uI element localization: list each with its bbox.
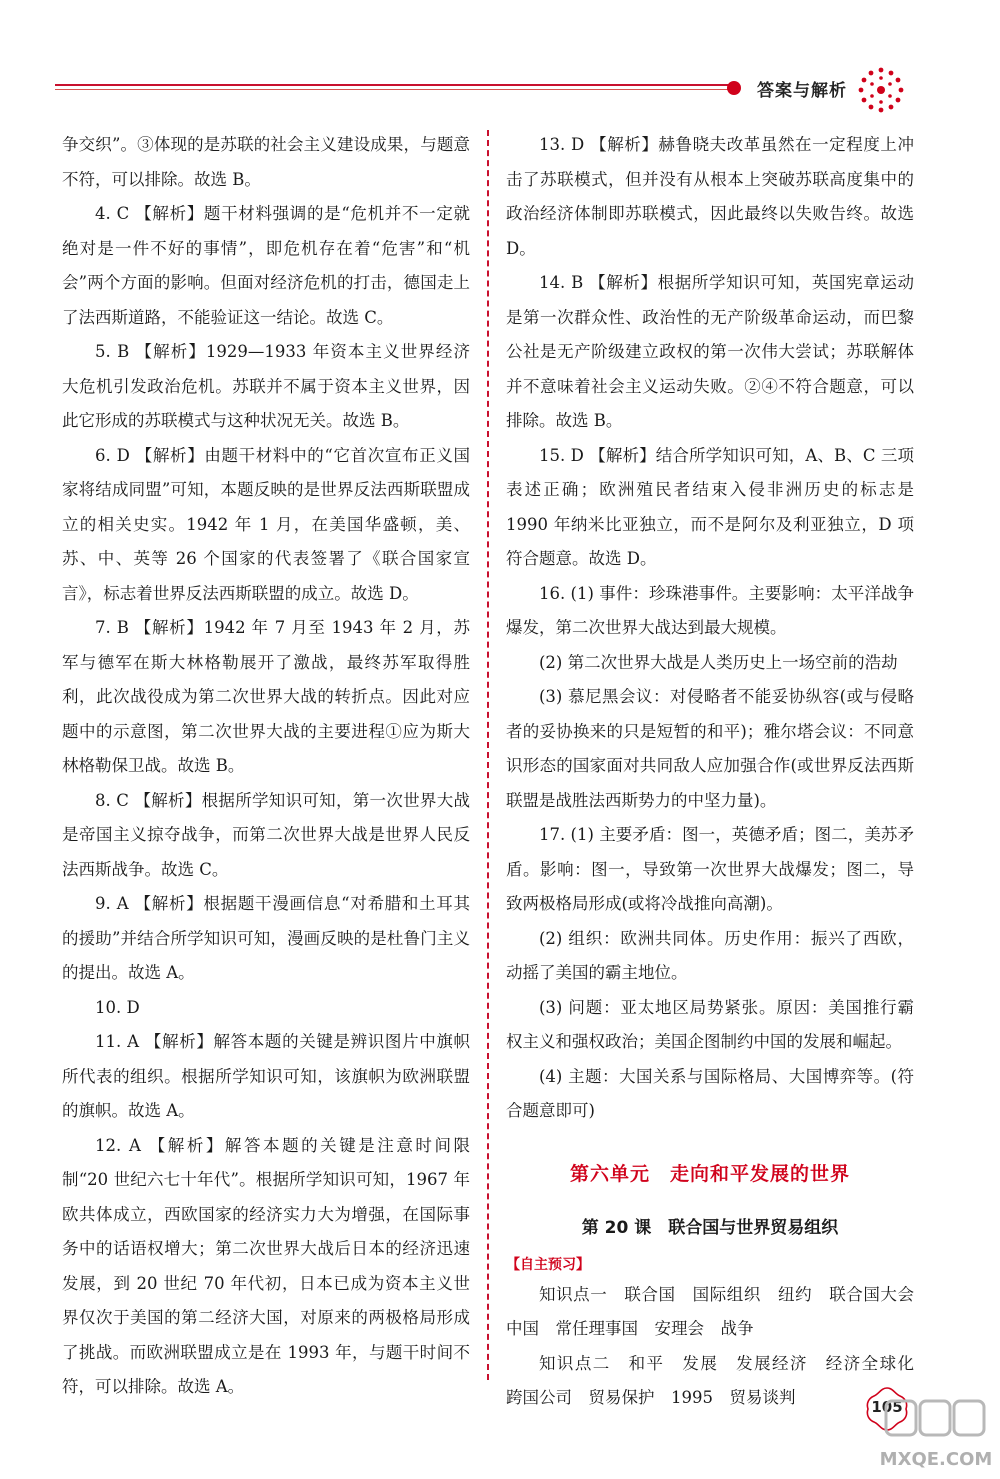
answer-16-3: (3) 慕尼黑会议：对侵略者不能妥协纵容(或与侵略者的妥协换来的只是短暂的和平)；雅尔塔会议：不同意识形态的国家面对共同敌人应加强合作(或世界反法西斯联盟是战胜法西斯势力的中坚力量)。 xyxy=(506,687,914,810)
answer-9: 9. A 【解析】根据题干漫画信息“对希腊和土耳其的援助”并结合所学知识可知，漫画反映的是杜鲁门主义的提出。故选 A。 xyxy=(62,894,470,982)
answer-13: 13. D 【解析】赫鲁晓夫改革虽然在一定程度上冲击了苏联模式，但并没有从根本上突破苏联高度集中的政治经济体制即苏联模式，因此最终以失败告终。故选 D。 xyxy=(506,135,914,258)
answer-5: 5. B 【解析】1929—1933 年资本主义世界经济大危机引发政治危机。苏联并不属于资本主义世界，因此它形成的苏联模式与这种状况无关。故选 B。 xyxy=(62,342,470,430)
unit-title: 第六单元 走向和平发展的世界 xyxy=(569,1162,850,1185)
header-decoration-icon xyxy=(855,64,907,116)
answer-16-2: (2) 第二次世界大战是人类历史上一场空前的浩劫 xyxy=(539,652,898,672)
watermark-text: MXQE.COM xyxy=(880,1449,992,1470)
answer-8: 8. C 【解析】根据所学知识可知，第一次世界大战是帝国主义掠夺战争，而第二次世界大战是世界人民反法西斯战争。故选 C。 xyxy=(62,790,470,879)
answer-10: 10. D xyxy=(95,997,140,1017)
answer-11: 11. A 【解析】解答本题的关键是辨识图片中旗帜所代表的组织。根据所学知识可知，该旗帜为欧洲联盟的旗帜。故选 A。 xyxy=(62,1032,470,1120)
preview-label: 【自主预习】 xyxy=(506,1256,590,1273)
header-title: 答案与解析 xyxy=(757,81,847,101)
answer-17-3: (3) 问题：亚太地区局势紧张。原因：美国推行霸权主义和强权政治；美国企图制约中国的发展和崛起。 xyxy=(506,997,914,1051)
answer-4: 4. C 【解析】题干材料强调的是“危机并不一定就绝对是一件不好的事情”，即危机存在着“危害”和“机会”两个方面的影响。但面对经济危机的打击，德国走上了法西斯道路，不能验证这一结论。故选 C。 xyxy=(62,204,470,327)
watermark-logo-icon xyxy=(880,1395,992,1475)
lesson-title: 第 20 课 联合国与世界贸易组织 xyxy=(581,1218,839,1238)
column-divider xyxy=(487,130,489,1380)
answer-14: 14. B 【解析】根据所学知识可知，英国宪章运动是第一次群众性、政治性的无产阶级革命运动，而巴黎公社是无产阶级建立政权的第一次伟大尝试；苏联解体并不意味着社会主义运动失败。②④不符合题意，可以排除。故选 B。 xyxy=(506,273,914,430)
answer-16-1: 16. (1) 事件：珍珠港事件。主要影响：太平洋战争爆发，第二次世界大战达到最大规模。 xyxy=(506,583,914,637)
answer-17-4: (4) 主题：大国关系与国际格局、大国博弈等。(符合题意即可) xyxy=(506,1066,914,1120)
answer-12: 12. A 【解析】解答本题的关键是注意时间限制“20 世纪六七十年代”。根据所学知识可知，1967 年欧共体成立，西欧国家的经济实力大为增强，在国际事务中的话语权增大；第二次世界大战后日本的经济迅速发展，到 20 世纪 70 年代初，日本已成为资本主义世界仅次于美国的第二经济大国，对原来的两极格局形成了挑战。而欧洲联盟成立是在 1993 年，与题干时间不符，可以排除。故选 A。 xyxy=(62,1135,470,1396)
answer-7: 7. B 【解析】1942 年 7 月至 1943 年 2 月，苏军与德军在斯大林格勒展开了激战，最终苏军取得胜利，此次战役成为第二次世界大战的转折点。因此对应题中的示意图，第二次世界大战的主要进程①应为斯大林格勒保卫战。故选 B。 xyxy=(62,618,470,775)
header-rule xyxy=(55,84,735,93)
answer-15: 15. D 【解析】结合所学知识可知，A、B、C 三项表述正确；欧洲殖民者结束入侵非洲历史的标志是 1990 年纳米比亚独立，而不是阿尔及利亚独立，D 项符合题意。故选 D。 xyxy=(506,445,914,568)
page-number: 105 xyxy=(871,1398,903,1416)
answer-17-1: 17. (1) 主要矛盾：图一，英德矛盾；图二，美苏矛盾。影响：图一，导致第一次世界大战爆发；图二，导致两极格局形成(或将冷战推向高潮)。 xyxy=(506,825,914,913)
answer-6: 6. D 【解析】由题干材料中的“它首次宣布正义国家将结成同盟”可知，本题反映的是世界反法西斯联盟成立的相关史实。1942 年 1 月，在美国华盛顿，美、苏、中、英等 26 个国家的代表签署了《联合国家宣言》，标志着世界反法西斯联盟的成立。故选 D。 xyxy=(62,445,470,603)
right-column xyxy=(506,128,931,1416)
header-dot-icon xyxy=(727,81,741,95)
answer-17-2: (2) 组织：欧洲共同体。历史作用：振兴了西欧，动摇了美国的霸主地位。 xyxy=(506,928,914,982)
left-column xyxy=(62,128,470,1405)
knowledge-point-1: 知识点一 联合国 国际组织 纽约 联合国大会 中国 常任理事国 安理会 战争 xyxy=(506,1284,931,1338)
answer-3-continued: 争交织”。③体现的是苏联的社会主义建设成果，与题意不符，可以排除。故选 B。 xyxy=(62,135,470,189)
knowledge-point-2: 知识点二 和平 发展 发展经济 经济全球化 跨国公司 贸易保护 1995 贸易谈判 xyxy=(506,1353,931,1407)
